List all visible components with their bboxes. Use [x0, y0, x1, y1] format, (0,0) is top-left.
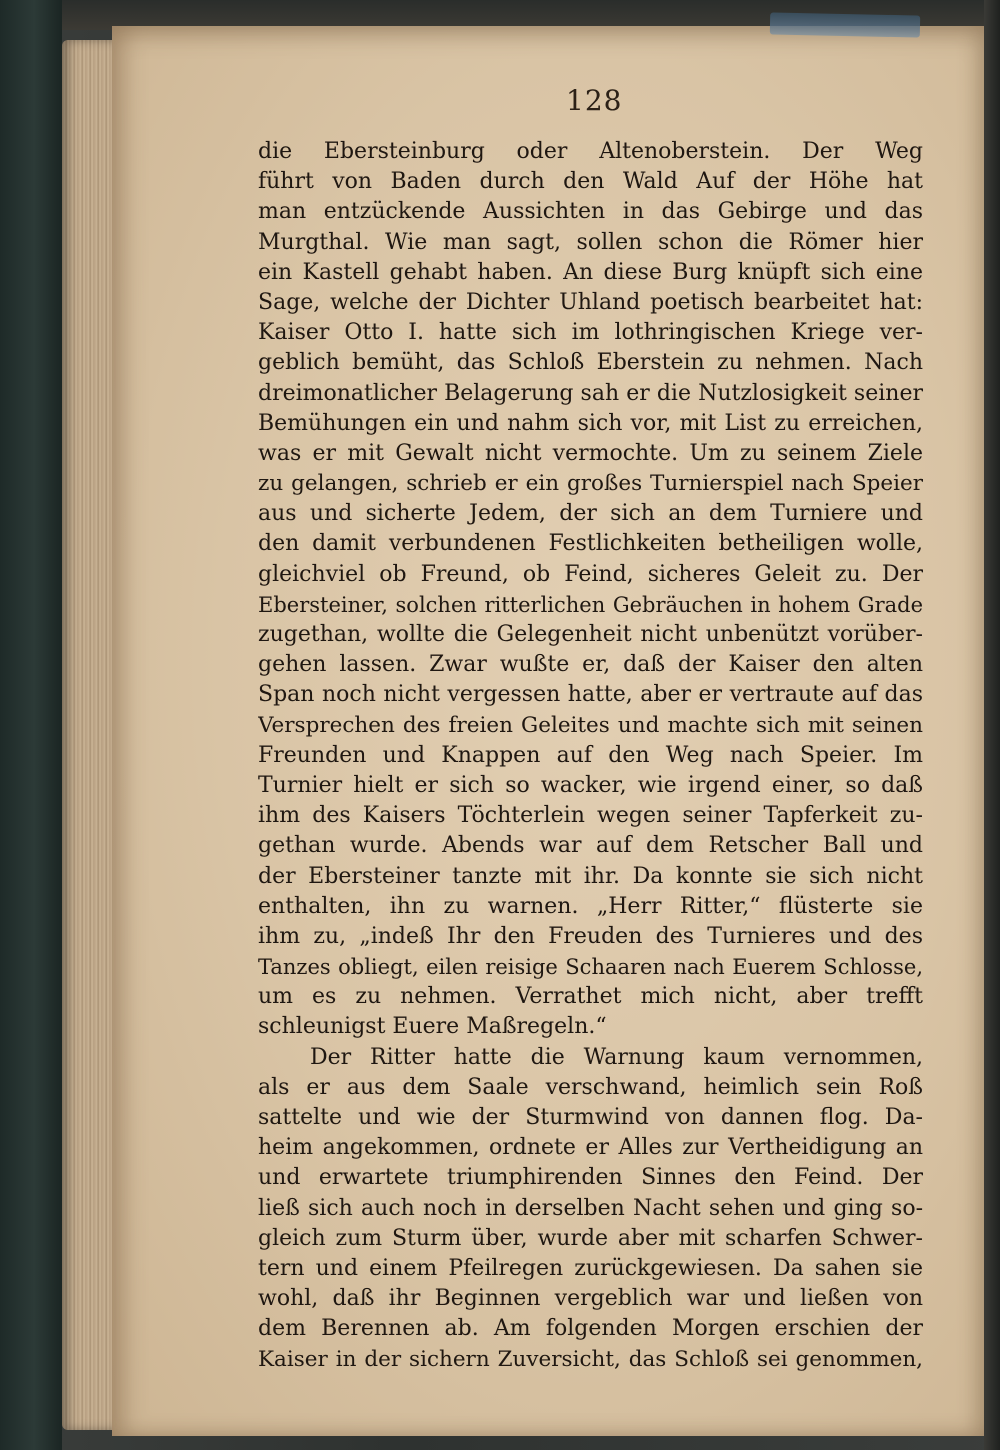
- text-line: schleunigst Euere Maßregeln.“: [258, 1014, 607, 1040]
- text-line: aus und sicherte Jedem, der sich an dem Turniere und: [258, 501, 923, 527]
- text-line: ihm des Kaisers Töchterlein wegen seiner Tapferkeit zu-: [258, 803, 923, 829]
- text-line: Span noch nicht vergessen hatte, aber er vertraute auf das: [258, 682, 923, 708]
- text-line: um es zu nehmen. Verrathet mich nicht, aber trefft: [258, 984, 923, 1010]
- text-line: Turnier hielt er sich so wacker, wie irgend einer, so daß: [258, 772, 923, 798]
- text-line: zu gelangen, schrieb er ein großes Turnierspiel nach Speier: [258, 471, 923, 497]
- text-line: gethan wurde. Abends war auf dem Retscher Ball und: [258, 833, 923, 859]
- tape-strip: [770, 12, 920, 37]
- text-line: Tanzes obliegt, eilen reisige Schaaren nach Euerem Schlosse,: [258, 955, 923, 980]
- text-line: tern und einem Pfeilregen zurückgewiesen. Da sahen sie: [258, 1255, 923, 1281]
- text-line: Kaiser Otto I. hatte sich im lothringischen Kriege ver-: [258, 320, 923, 346]
- text-line: gleichviel ob Freund, ob Feind, sicheres Geleit zu. Der: [258, 561, 923, 587]
- text-line: gleich zum Sturm über, wurde aber mit scharfen Schwer-: [258, 1225, 923, 1251]
- text-line: enthalten, ihn zu warnen. „Herr Ritter,“ flüsterte sie: [258, 893, 923, 919]
- text-line: man entzückende Aussichten in das Gebirge und das: [258, 199, 923, 225]
- book-cover-left: [0, 0, 62, 1450]
- body-text: [258, 137, 923, 1375]
- text-line: Versprechen des freien Geleites und machte sich mit seinen: [258, 712, 923, 738]
- text-line: sattelte und wie der Sturmwind von dannen flog. Da-: [258, 1105, 923, 1130]
- text-line: heim angekommen, ordnete er Alles zur Vertheidigung an: [258, 1135, 923, 1161]
- text-line: Sage, welche der Dichter Uhland poetisch bearbeitet hat:: [258, 289, 923, 315]
- text-line: dem Berennen ab. Am folgenden Morgen erschien der: [258, 1316, 923, 1342]
- text-line: die Ebersteinburg oder Altenoberstein. Der Weg: [258, 139, 923, 164]
- text-line: was er mit Gewalt nicht vermochte. Um zu seinem Ziele: [258, 440, 923, 466]
- text-line: wohl, daß ihr Beginnen vergeblich war und ließen von: [258, 1286, 923, 1312]
- text-line: den damit verbundenen Festlichkeiten betheiligen wolle,: [258, 531, 923, 557]
- page-number: 128: [566, 84, 623, 117]
- text-line: geblich bemüht, das Schloß Eberstein zu nehmen. Nach: [258, 350, 923, 376]
- text-line: ließ sich auch noch in derselben Nacht sehen und ging so-: [258, 1195, 923, 1221]
- text-line: Bemühungen ein und nahm sich vor, mit List zu erreichen,: [258, 410, 923, 436]
- text-line: Kaiser in der sichern Zuversicht, das Schloß sei genommen,: [258, 1346, 923, 1372]
- text-line: dreimonatlicher Belagerung sah er die Nutzlosigkeit seiner: [258, 380, 923, 406]
- text-line: Freunden und Knappen auf den Weg nach Speier. Im: [258, 742, 923, 768]
- text-line: ein Kastell gehabt haben. An diese Burg knüpft sich eine: [258, 259, 923, 285]
- text-line: ihm zu, „indeß Ihr den Freuden des Turnieres und des: [258, 923, 923, 949]
- text-line: als er aus dem Saale verschwand, heimlich sein Roß: [258, 1074, 923, 1100]
- text-line: und erwartete triumphirenden Sinnes den Feind. Der: [258, 1165, 923, 1191]
- text-line: zugethan, wollte die Gelegenheit nicht unbenützt vorüber-: [258, 622, 923, 647]
- text-line: führt von Baden durch den Wald Auf der Höhe hat: [258, 169, 923, 195]
- text-line: gehen lassen. Zwar wußte er, daß der Kaiser den alten: [258, 652, 923, 678]
- book-cover-right: [984, 0, 1000, 1450]
- text-line: der Ebersteiner tanzte mit ihr. Da konnte sie sich nicht: [258, 863, 923, 889]
- text-line: Ebersteiner, solchen ritterlichen Gebräuchen in hohem Grade: [258, 592, 923, 617]
- text-line: Murgthal. Wie man sagt, sollen schon die Römer hier: [258, 229, 923, 255]
- text-line: Der Ritter hatte die Warnung kaum vernommen,: [310, 1044, 923, 1070]
